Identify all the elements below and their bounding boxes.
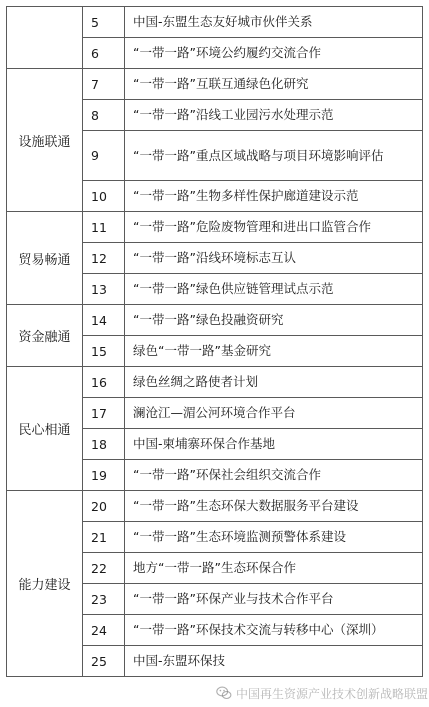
watermark [216, 684, 428, 702]
row-number: 24 [83, 615, 125, 646]
project-name: “一带一路”环保技术交流与转移中心（深圳） [125, 615, 423, 646]
row-number: 5 [83, 7, 125, 38]
row-number: 9 [83, 131, 125, 181]
row-number: 6 [83, 38, 125, 69]
project-name: 中国-东盟环保技 [125, 646, 423, 677]
table-row [7, 212, 423, 243]
row-number: 15 [83, 336, 125, 367]
project-name: 中国-柬埔寨环保合作基地 [125, 429, 423, 460]
project-name: “一带一路”生物多样性保护廊道建设示范 [125, 181, 423, 212]
row-number: 17 [83, 398, 125, 429]
category-cell: 资金融通 [7, 305, 83, 367]
row-number: 20 [83, 491, 125, 522]
table-row [7, 69, 423, 100]
project-name: 澜沧江—湄公河环境合作平台 [125, 398, 423, 429]
row-number: 8 [83, 100, 125, 131]
category-cell [7, 7, 83, 69]
project-name: 绿色丝绸之路使者计划 [125, 367, 423, 398]
project-name: “一带一路”环境公约履约交流合作 [125, 38, 423, 69]
wechat-icon [216, 685, 232, 701]
project-name: “一带一路”环保产业与技术合作平台 [125, 584, 423, 615]
project-name: 中国-东盟生态友好城市伙伴关系 [125, 7, 423, 38]
project-name: “一带一路”沿线工业园污水处理示范 [125, 100, 423, 131]
project-name: “一带一路”危险废物管理和进出口监管合作 [125, 212, 423, 243]
row-number: 14 [83, 305, 125, 336]
category-cell: 设施联通 [7, 69, 83, 212]
row-number: 16 [83, 367, 125, 398]
project-name: “一带一路”绿色供应链管理试点示范 [125, 274, 423, 305]
row-number: 18 [83, 429, 125, 460]
table-row [7, 305, 423, 336]
category-cell: 能力建设 [7, 491, 83, 677]
project-name: “一带一路”重点区域战略与项目环境影响评估 [125, 131, 423, 181]
project-name: “一带一路”沿线环境标志互认 [125, 243, 423, 274]
project-name: “一带一路”互联互通绿色化研究 [125, 69, 423, 100]
project-name: 地方“一带一路”生态环保合作 [125, 553, 423, 584]
table-row [7, 491, 423, 522]
row-number: 11 [83, 212, 125, 243]
row-number: 22 [83, 553, 125, 584]
project-name: “一带一路”环保社会组织交流合作 [125, 460, 423, 491]
row-number: 10 [83, 181, 125, 212]
cooperation-projects-table [6, 6, 423, 677]
project-name: 绿色“一带一路”基金研究 [125, 336, 423, 367]
row-number: 13 [83, 274, 125, 305]
watermark-text: 中国再生资源产业技术创新战略联盟 [236, 686, 429, 701]
category-cell: 贸易畅通 [7, 212, 83, 305]
project-name: “一带一路”绿色投融资研究 [125, 305, 423, 336]
row-number: 19 [83, 460, 125, 491]
row-number: 7 [83, 69, 125, 100]
row-number: 12 [83, 243, 125, 274]
category-cell: 民心相通 [7, 367, 83, 491]
row-number: 21 [83, 522, 125, 553]
project-name: “一带一路”生态环保大数据服务平台建设 [125, 491, 423, 522]
row-number: 25 [83, 646, 125, 677]
table-row [7, 367, 423, 398]
project-name: “一带一路”生态环境监测预警体系建设 [125, 522, 423, 553]
row-number: 23 [83, 584, 125, 615]
table-row [7, 7, 423, 38]
